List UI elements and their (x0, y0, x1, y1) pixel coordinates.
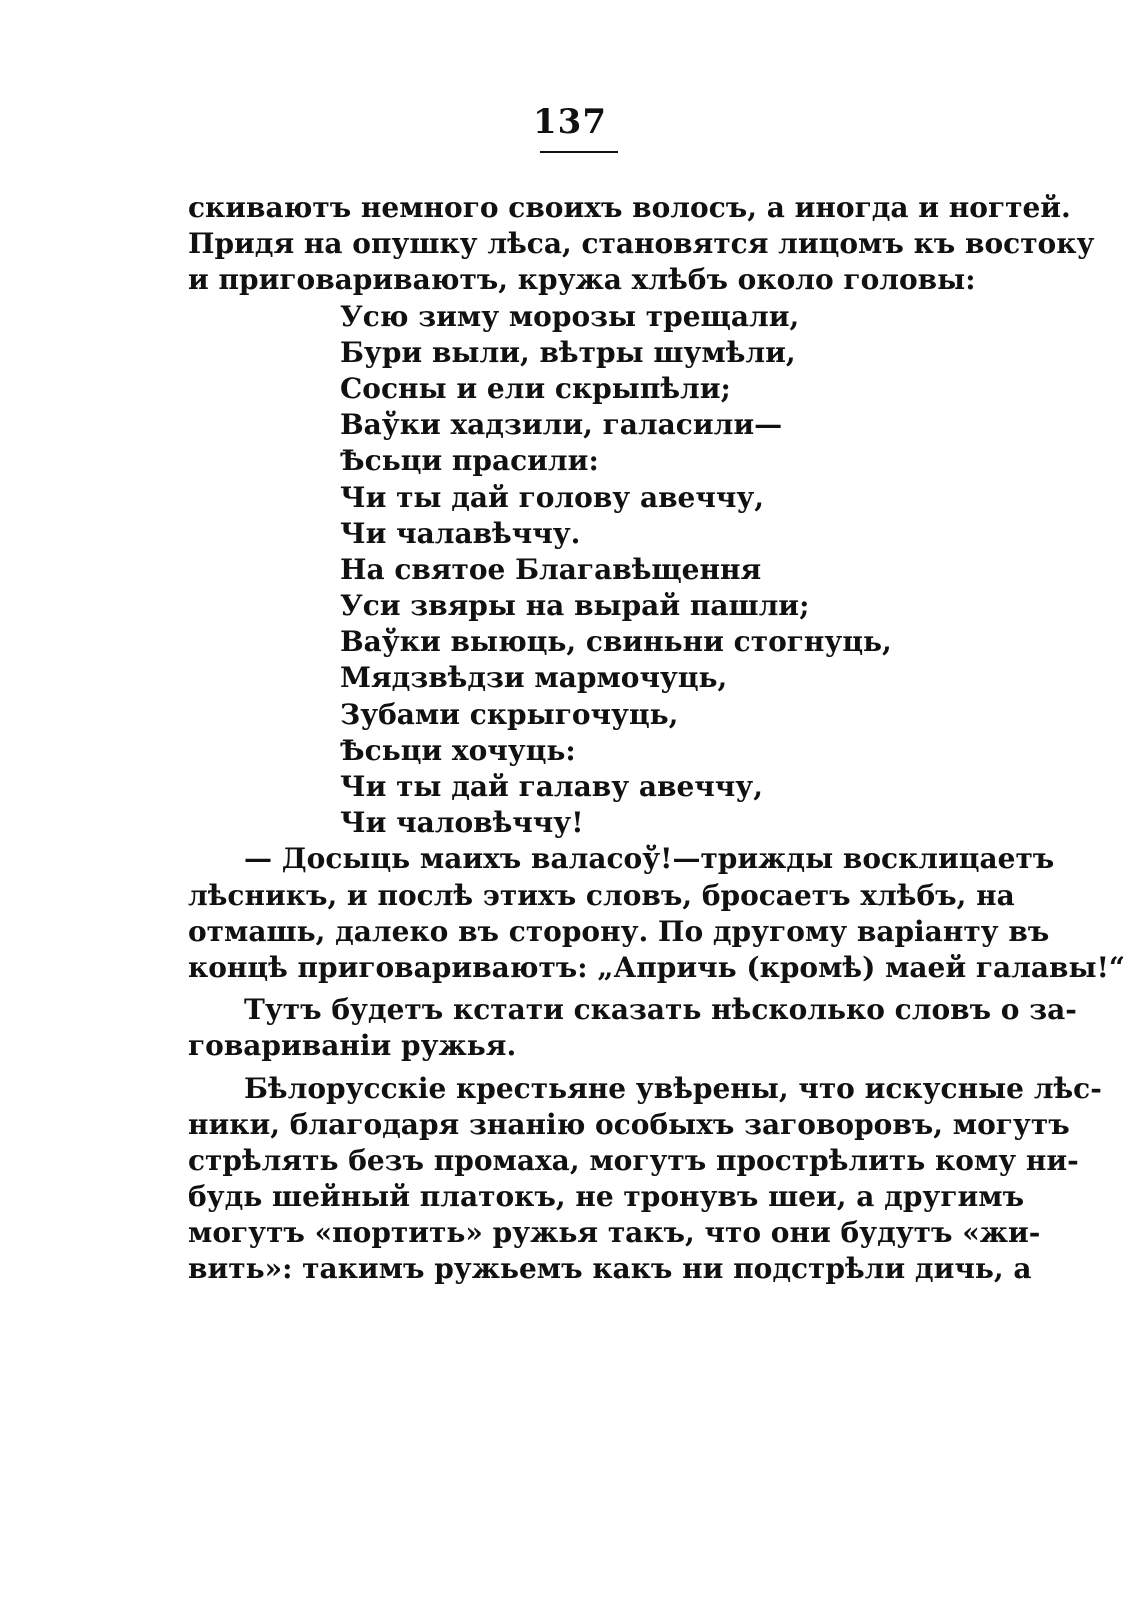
verse-line: Чи чалавѣччу. (340, 516, 581, 550)
page-number: 137 (533, 102, 607, 142)
verse-line: Зубами скрыгочуць, (340, 697, 679, 731)
text-line: ники, благодаря знанію особыхъ заговоровъ, могутъ (188, 1107, 1070, 1141)
text-line: стрѣлять безъ промаха, могутъ прострѣлить кому ни- (188, 1143, 1079, 1177)
verse-line: Ваўки выюць, свиньни стогнуць, (340, 625, 892, 659)
verse-line: Ѣсьци хочуць: (340, 733, 576, 767)
text-line: и приговариваютъ, кружа хлѣбъ около головы: (188, 263, 976, 297)
text-line: лѣсникъ, и послѣ этихъ словъ, бросаетъ хлѣбъ, на (188, 878, 1015, 912)
text-line: Бѣлорусскіе крестьяне увѣрены, что искусные лѣс- (244, 1071, 1102, 1105)
verse-line: На святое Благавѣщення (340, 552, 762, 586)
page-text (188, 190, 1125, 1288)
verse-line: Уси звяры на вырай пашли; (340, 589, 810, 623)
text-line: вить»: такимъ ружьемъ какъ ни подстрѣли дичь, а (188, 1252, 1032, 1286)
intro-paragraph (188, 190, 1095, 299)
text-line: Тутъ будетъ кстати сказать нѣсколько словъ о за- (244, 993, 1077, 1027)
verse-line: Чи ты дай галаву авеччу, (340, 770, 763, 803)
text-line: могутъ «портить» ружья такъ, что они будутъ «жи- (188, 1216, 1041, 1250)
page-number-rule (540, 151, 618, 153)
paragraph-exclamation (188, 841, 1125, 986)
paragraph-rifle-intro (188, 992, 1077, 1064)
verse-line: Ваўки хадзили, галасили— (340, 408, 783, 442)
verse-line: Мядзвѣдзи мармочуць, (340, 661, 728, 695)
text-line: концѣ приговариваютъ: „Апричь (кромѣ) маей галавы!“ (188, 950, 1125, 984)
text-line: будь шейный платокъ, не тронувъ шеи, а другимъ (188, 1180, 1025, 1214)
text-line: говариваніи ружья. (188, 1029, 517, 1063)
verse-line: Бури выли, вѣтры шумѣли, (340, 335, 796, 369)
verse-line: Сосны и ели скрыпѣли; (340, 371, 731, 405)
paragraph-foresters (188, 1071, 1102, 1288)
text-line: Придя на опушку лѣса, становятся лицомъ къ востоку (188, 227, 1095, 261)
verse-block (188, 299, 966, 842)
verse-line: Чи чаловѣччу! (340, 806, 584, 840)
verse-line: Усю зиму морозы трещали, (340, 299, 800, 333)
verse-line: Ѣсьци прасили: (340, 444, 599, 478)
verse-line: Чи ты дай голову авеччу, (340, 480, 765, 514)
text-line: скиваютъ немного своихъ волосъ, а иногда и ногтей. (188, 191, 1071, 224)
text-line: отмашь, далеко въ сторону. По другому варіанту въ (188, 914, 1050, 948)
text-line: — Досыць маихъ валасоў!—трижды восклицаетъ (244, 842, 1055, 876)
